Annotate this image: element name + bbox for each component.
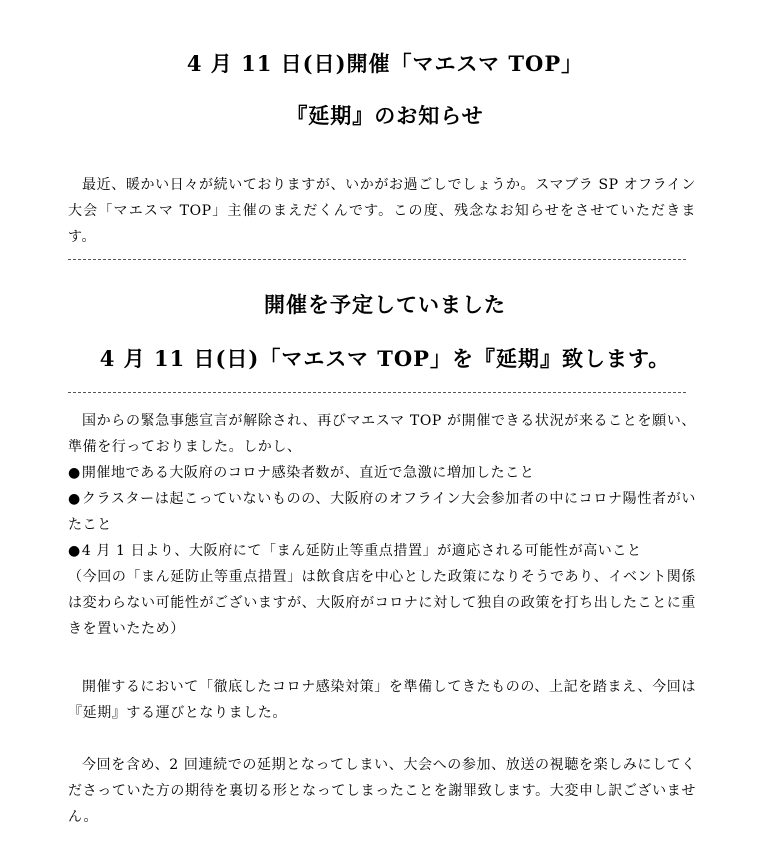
bullet-icon: ● [68, 543, 81, 559]
bullet-icon: ● [68, 465, 81, 481]
page-title: 4 月 11 日(日)開催「マエスマ TOP」 [186, 51, 584, 76]
conclusion-paragraph: 開催するにおいて「徹底したコロナ感染対策」を準備してきたものの、上記を踏まえ、今回は『延期』する運びとなりました。 [68, 679, 696, 721]
reason-item-text: 開催地である大阪府のコロナ感染者数が、直近で急激に増加したこと [81, 465, 535, 481]
dashed-divider-top [68, 259, 686, 260]
dashed-divider-bottom [68, 392, 686, 393]
page-subtitle: 『延期』のお知らせ [286, 103, 484, 128]
bullet-icon: ● [68, 491, 81, 507]
reason-item [68, 460, 696, 486]
reasons-note: （今回の「まん延防止等重点措置」は飲食店を中心とした政策になりそうであり、イベント関係は変わらない可能性がございますが、大阪府がコロナに対して独自の政策を打ち出したことに重きを置いたため） [68, 569, 696, 637]
postponement-heading-line2: 4 月 11 日(日)「マエスマ TOP」を『延期』致します。 [99, 346, 671, 371]
reason-item [68, 538, 696, 564]
postponement-heading-line1: 開催を予定していました [264, 292, 506, 317]
reasons-lead: 国からの緊急事態宣言が解除され、再びマエスマ TOP が開催できる状況が来ることを願い、準備を行っておりました。しかし、 [68, 413, 696, 455]
reason-item [68, 486, 696, 538]
apology-paragraph: 今回を含め、2 回連続での延期となってしまい、大会への参加、放送の視聴を楽しみにしてくださっていた方の期待を裏切る形となってしまったことを謝罪致します。大変申し訳ございません。 [68, 757, 696, 825]
reasons-section [68, 408, 696, 642]
intro-paragraph: 最近、暖かい日々が続いておりますが、いかがお過ごしでしょうか。スマブラ SP オフライン大会「マエスマ TOP」主催のまえだくんです。この度、残念なお知らせをさせていただきます。 [68, 177, 696, 245]
reason-item-text: 4 月 1 日より、大阪府にて「まん延防止等重点措置」が適応される可能性が高いこと [81, 543, 642, 559]
reason-item-text: クラスターは起こっていないものの、大阪府のオフライン大会参加者の中にコロナ陽性者がいたこと [68, 491, 696, 533]
